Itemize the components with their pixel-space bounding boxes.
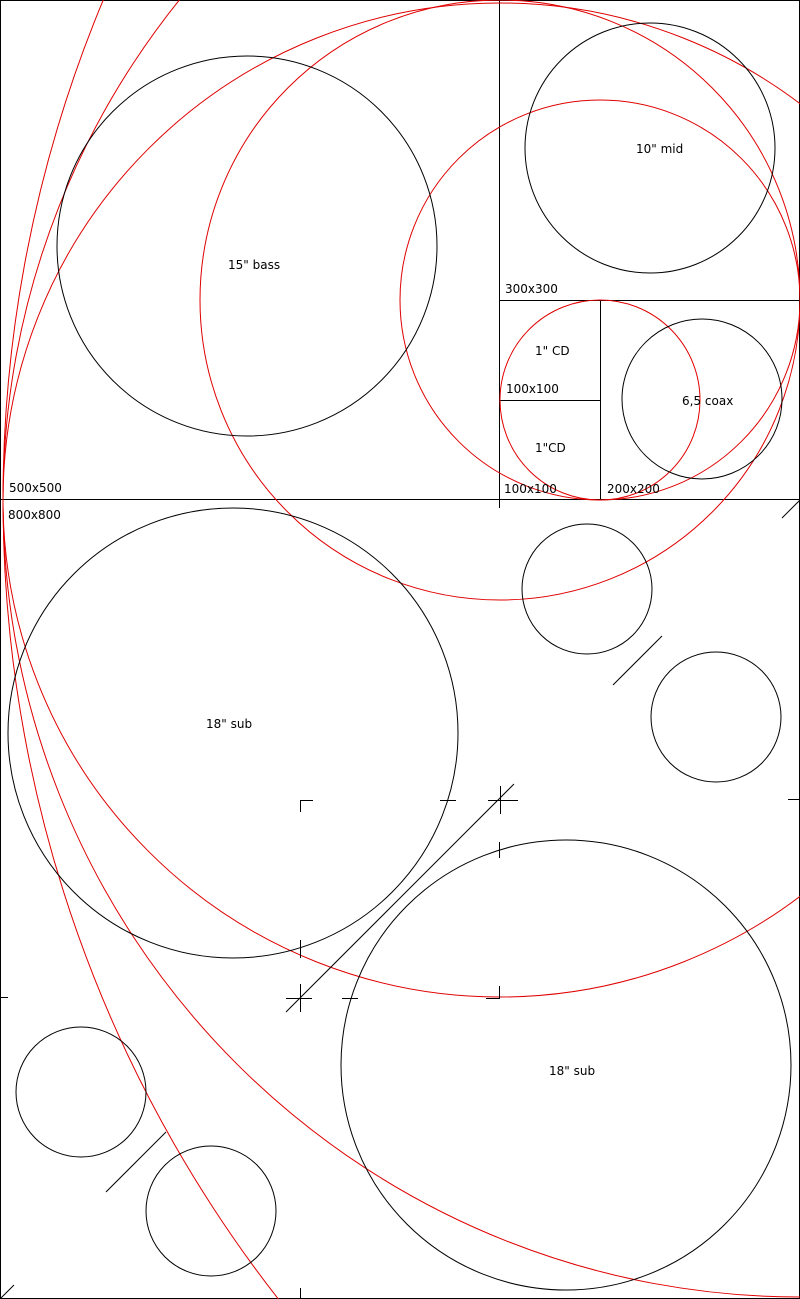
label-cd-1-bottom: 1"CD bbox=[535, 441, 566, 455]
label-square-100-bottom: 100x100 bbox=[504, 482, 557, 496]
diagonal-corner-bl bbox=[0, 1285, 14, 1299]
label-coax-6-5: 6,5 coax bbox=[682, 394, 734, 408]
small-circle-lower-a bbox=[16, 1027, 146, 1157]
bass-15-circle bbox=[57, 56, 437, 436]
label-sub-18-left: 18" sub bbox=[206, 717, 253, 731]
spiral-arc-800 bbox=[3, 0, 800, 1297]
small-circle-upper-b bbox=[651, 652, 781, 782]
label-bass-15: 15" bass bbox=[228, 258, 281, 272]
label-square-100-top: 100x100 bbox=[506, 382, 559, 396]
small-circle-upper-a bbox=[522, 524, 652, 654]
diagonal-upper-pair bbox=[613, 636, 662, 685]
diagonal-main bbox=[286, 784, 514, 1012]
outer-frame bbox=[1, 1, 800, 1299]
label-square-800: 800x800 bbox=[8, 508, 61, 522]
label-cd-1-top: 1" CD bbox=[535, 344, 570, 358]
registration-marks bbox=[0, 500, 800, 1299]
sub-18-left-circle bbox=[8, 508, 458, 958]
label-mid-10: 10" mid bbox=[636, 142, 684, 156]
golden-spiral-arcs bbox=[3, 0, 800, 1299]
label-square-200: 200x200 bbox=[607, 482, 660, 496]
label-square-500: 500x500 bbox=[9, 481, 62, 495]
label-sub-18-right: 18" sub bbox=[549, 1064, 596, 1078]
diagonal-corner-tr bbox=[782, 500, 800, 518]
small-circle-lower-b bbox=[146, 1146, 276, 1276]
label-square-300: 300x300 bbox=[505, 282, 558, 296]
diagonal-lower-pair bbox=[106, 1132, 166, 1192]
spiral-arc-1300 bbox=[3, 0, 800, 1299]
